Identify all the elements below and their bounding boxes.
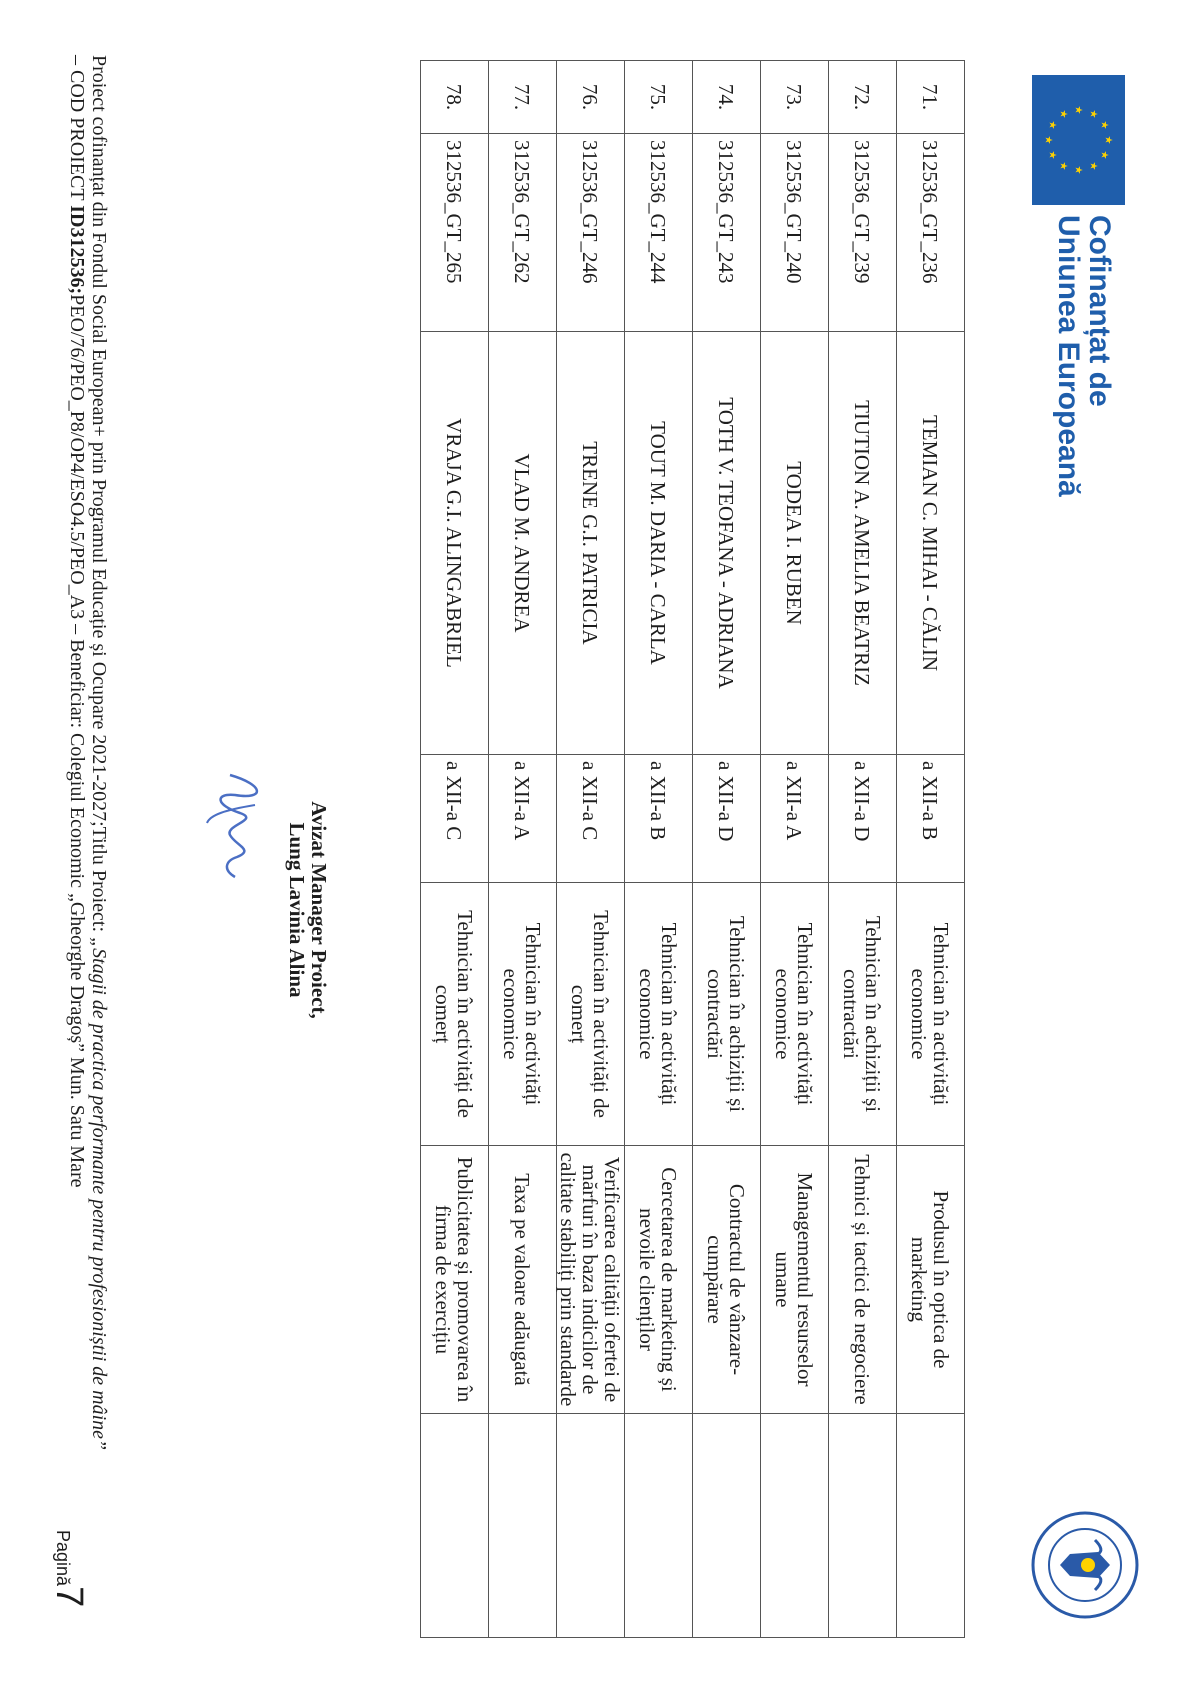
- specialization: Tehnician în activități economice: [489, 883, 557, 1146]
- student-class: a XII-a C: [557, 755, 625, 883]
- students-table: [420, 60, 965, 1638]
- student-name: TRENE G.I. PATRICIA: [557, 332, 625, 755]
- eu-star-icon: ★: [1087, 109, 1099, 119]
- row-number: 73.: [761, 61, 829, 134]
- empty-cell: [897, 1414, 965, 1638]
- practice-module: Publicitatea și promovarea în firma de exercițiu: [421, 1146, 489, 1414]
- table-row: [829, 61, 897, 1638]
- approval-manager-name: Lung Lavinia Alina: [285, 822, 309, 998]
- student-name: TIUTION A. AMELIA BEATRIZ: [829, 332, 897, 755]
- eu-star-icon: ★: [1057, 109, 1069, 119]
- student-code: 312536_GT_244: [625, 134, 693, 332]
- student-class: a XII-a D: [693, 755, 761, 883]
- student-class: a XII-a B: [897, 755, 965, 883]
- practice-module: Contractul de vânzare-cumpărare: [693, 1146, 761, 1414]
- page-label: Pagină: [53, 1530, 73, 1587]
- government-seal-icon: [1030, 1510, 1140, 1620]
- specialization: Tehnician în activități economice: [897, 883, 965, 1146]
- footer-line-1: [88, 55, 110, 1655]
- specialization: Tehnician în activități economice: [761, 883, 829, 1146]
- row-number: 74.: [693, 61, 761, 134]
- row-number: 72.: [829, 61, 897, 134]
- footer-project-title: „Stagii de practica performante pentru profesioniștii de mâine”: [88, 937, 110, 1451]
- eu-flag-icon: [1032, 75, 1125, 205]
- student-code: 312536_GT_243: [693, 134, 761, 332]
- footer: [66, 55, 110, 1655]
- eu-line-1: Cofinanțat de: [1083, 215, 1116, 407]
- student-name: TODEA I. RUBEN: [761, 332, 829, 755]
- table-row: [625, 61, 693, 1638]
- student-name: TOUT M. DARIA - CARLA: [625, 332, 693, 755]
- approval-title: Avizat Manager Proiect,: [307, 801, 331, 1019]
- student-name: TEMIAN C. MIHAI - CĂLIN: [897, 332, 965, 755]
- eu-star-icon: ★: [1046, 120, 1058, 130]
- footer-project-code: ID312536;: [66, 205, 88, 295]
- student-code: 312536_GT_246: [557, 134, 625, 332]
- specialization: Tehnician în activități de comerț: [421, 883, 489, 1146]
- student-class: a XII-a B: [625, 755, 693, 883]
- footer-line-2: [66, 55, 88, 1655]
- table-row: [761, 61, 829, 1638]
- practice-module: Managementul resurselor umane: [761, 1146, 829, 1414]
- practice-module: Taxa pe valoare adăugată: [489, 1146, 557, 1414]
- empty-cell: [693, 1414, 761, 1638]
- eu-star-icon: ★: [1046, 150, 1058, 160]
- student-class: a XII-a C: [421, 755, 489, 883]
- row-number: 77.: [489, 61, 557, 134]
- footer-text-2: – COD PROIECT: [66, 55, 88, 206]
- empty-cell: [829, 1414, 897, 1638]
- student-class: a XII-a A: [761, 755, 829, 883]
- student-class: a XII-a A: [489, 755, 557, 883]
- practice-module: Verificarea calității ofertei de mărfuri în baza indicilor de calitate stabiliți prin standarde: [557, 1146, 625, 1414]
- specialization: Tehnician în achiziții și contractări: [829, 883, 897, 1146]
- student-code: 312536_GT_239: [829, 134, 897, 332]
- signature-icon: [200, 765, 285, 885]
- eu-line-2: Uniunea Europeană: [1052, 215, 1085, 497]
- student-class: a XII-a D: [829, 755, 897, 883]
- specialization: Tehnician în activități economice: [625, 883, 693, 1146]
- student-name: TOTH V. TEOFANA - ADRIANA: [693, 332, 761, 755]
- eu-star-icon: ★: [1098, 120, 1110, 130]
- eu-star-icon: ★: [1072, 105, 1084, 115]
- eu-cofinancing-label: [1053, 215, 1115, 615]
- row-number: 78.: [421, 61, 489, 134]
- student-code: 312536_GT_265: [421, 134, 489, 332]
- footer-text-1: Proiect cofinanțat din Fondul Social European+ prin Programul Educație și Ocupare 2021-2027;Titlu Proiect:: [88, 55, 110, 938]
- approval-block: [286, 700, 330, 1120]
- empty-cell: [557, 1414, 625, 1638]
- row-number: 76.: [557, 61, 625, 134]
- eu-star-icon: ★: [1057, 161, 1069, 171]
- student-name: VRAJA G.I. ALINGABRIEL: [421, 332, 489, 755]
- specialization: Tehnician în achiziții și contractări: [693, 883, 761, 1146]
- table-row: [693, 61, 761, 1638]
- practice-module: Cercetarea de marketing și nevoile clienților: [625, 1146, 693, 1414]
- student-code: 312536_GT_240: [761, 134, 829, 332]
- footer-text-3: PEO/76/PEO_P8/OP4/ESO4.5/PEO_A3 – Beneficiar: Colegiul Economic „Gheorghe Dragoș” Mun. Satu Mare: [66, 294, 88, 1188]
- empty-cell: [489, 1414, 557, 1638]
- eu-star-icon: ★: [1087, 161, 1099, 171]
- eu-star-icon: ★: [1102, 135, 1114, 145]
- student-code: 312536_GT_262: [489, 134, 557, 332]
- row-number: 75.: [625, 61, 693, 134]
- empty-cell: [625, 1414, 693, 1638]
- table-row: [557, 61, 625, 1638]
- eu-star-icon: ★: [1072, 165, 1084, 175]
- eu-star-icon: ★: [1098, 150, 1110, 160]
- table-row: [897, 61, 965, 1638]
- student-name: VLAD M. ANDREA: [489, 332, 557, 755]
- empty-cell: [421, 1414, 489, 1638]
- eu-star-icon: ★: [1042, 135, 1054, 145]
- empty-cell: [761, 1414, 829, 1638]
- table-row: [489, 61, 557, 1638]
- page-number-value: 7: [48, 1586, 90, 1608]
- row-number: 71.: [897, 61, 965, 134]
- practice-module: Tehnici și tactici de negociere: [829, 1146, 897, 1414]
- table-row: [421, 61, 489, 1638]
- practice-module: Produsul în optica de marketing: [897, 1146, 965, 1414]
- student-code: 312536_GT_236: [897, 134, 965, 332]
- specialization: Tehnician în activități de comerț: [557, 883, 625, 1146]
- page-number: [47, 1530, 90, 1607]
